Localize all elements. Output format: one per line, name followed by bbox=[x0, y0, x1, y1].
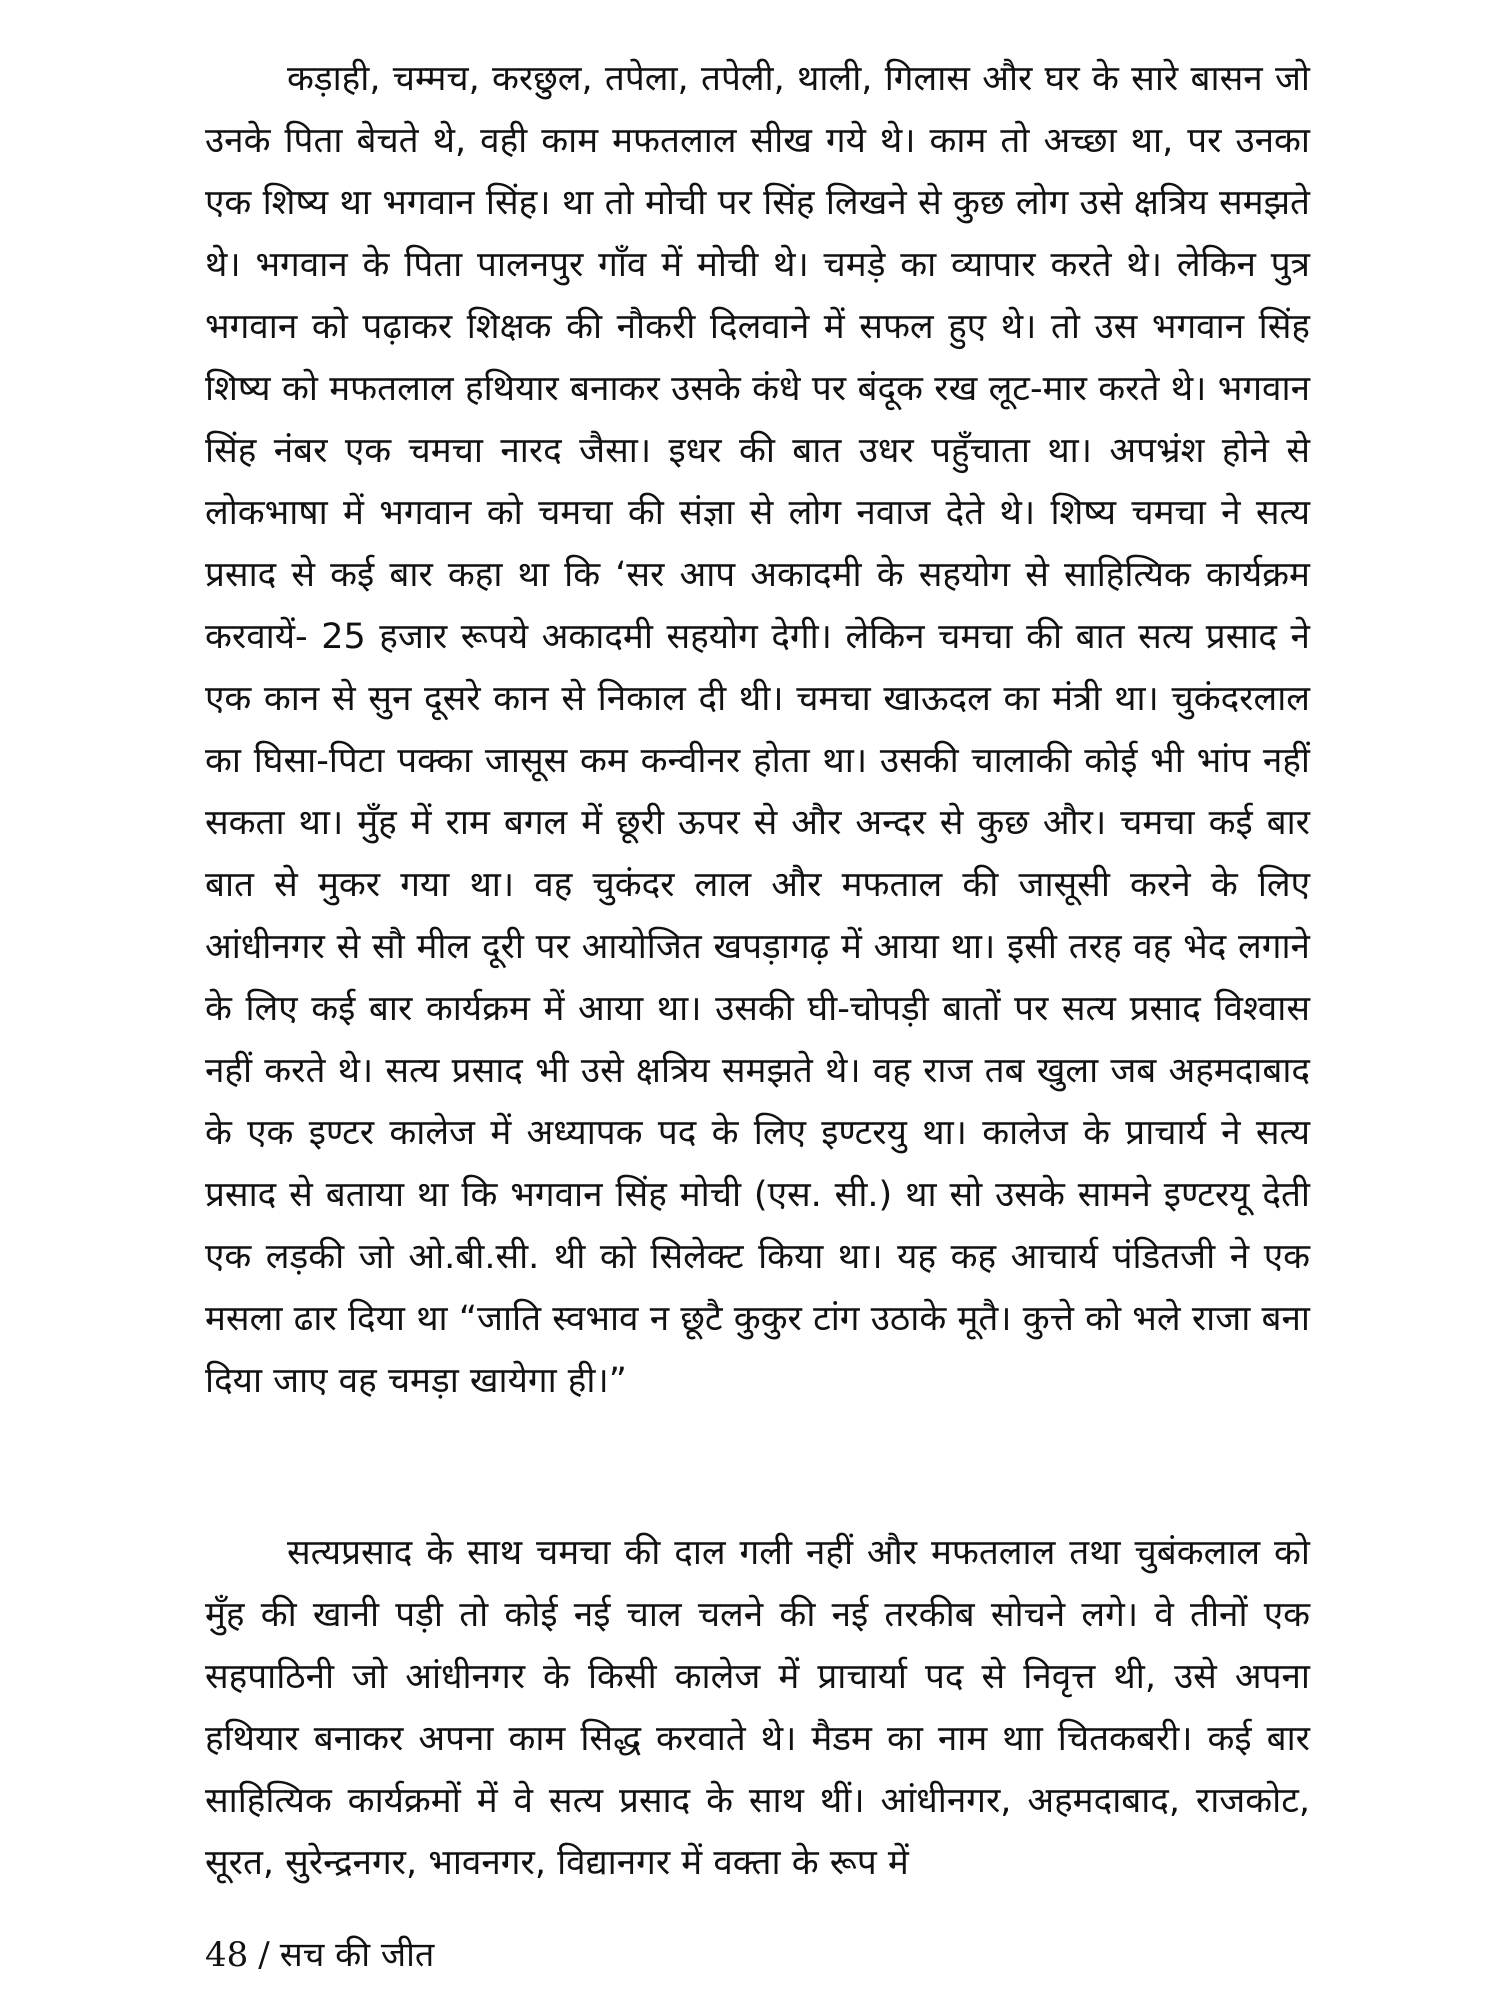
book-title: सच की जीत bbox=[279, 1935, 435, 1975]
paragraph-1-text: कड़ाही, चम्मच, करछुल, तपेला, तपेली, थाली, गिलास और घर के सारे बासन जो उनके पिता बेचते थे, वही काम मफतलाल सीख गये थे। काम तो अच्छा था, पर उनका एक शिष्य था भगवान सिंह। था तो मोची पर सिंह लिखने से कुछ लोग उसे क्षत्रिय समझते थे। भगवान के पिता पालनपुर गाँव में मोची थे। चमड़े का व्यापार करते थे। लेकिन पुत्र भगवान को पढ़ाकर शिक्षक की नौकरी दिलवाने में सफल हुए थे। तो उस भगवान सिंह शिष्य को मफतलाल हथियार बनाकर उसके कंधे पर बंदूक रख लूट-मार करते थे। भगवान सिंह नंबर एक चमचा नारद जैसा। इधर की बात उधर पहुँचाता था। अपभ्रंश होने से लोकभाषा में भगवान को चमचा की संज्ञा से लोग नवाज देते थे। शिष्य चमचा ने सत्य प्रसाद से कई बार कहा था कि ‘सर आप अकादमी के सहयोग से साहित्यिक कार्यक्रम करवायें- 25 हजार रूपये अकादमी सहयोग देगी। लेकिन चमचा की बात सत्य प्रसाद ने एक कान से सुन दूसरे कान से निकाल दी थी। चमचा खाऊदल का मंत्री था। चुकंदरलाल का घिसा-पिटा पक्का जासूस कम कन्वीनर होता था। उसकी चालाकी कोई भी भांप नहीं सकता था। मुँह में राम बगल में छूरी ऊपर से और अन्दर से कुछ और। चमचा कई बार बात से मुकर गया था। वह चुकंदर लाल और मफताल की जासूसी करने के लिए आंधीनगर से सौ मील दूरी पर आयोजित खपड़ागढ़ में आया था। इसी तरह वह भेद लगाने के लिए कई बार कार्यक्रम में आया था। उसकी घी-चोपड़ी बातों पर सत्य प्रसाद विश्वास नहीं करते थे। सत्य प्रसाद भी उसे क्षत्रिय समझते थे। वह राज तब खुला जब अहमदाबाद के एक इण्टर कालेज में अध्यापक पद के लिए इण्टरयु था। कालेज के प्राचार्य ने सत्य प्रसाद से बताया था कि भगवान सिंह मोची (एस. सी.) था सो उसके सामने इण्टरयू देती एक लड़की जो ओ.बी.सी. थी को सिलेक्ट किया था। यह कह आचार्य पंडितजी ने एक मसला ढार दिया था “जाति स्वभाव न छूटै कुकुर टांग उठाके मूतै। कुत्ते को भले राजा बना दिया जाए वह चमड़ा खायेगा ही।” bbox=[205, 59, 1310, 1401]
page-footer bbox=[205, 1935, 434, 1975]
page-number: 48 bbox=[205, 1935, 249, 1975]
paragraph-2-text: सत्यप्रसाद के साथ चमचा की दाल गली नहीं और मफतलाल तथा चुबंकलाल को मुँह की खानी पड़ी तो कोई नई चाल चलने की नई तरकीब सोचने लगे। वे तीनों एक सहपाठिनी जो आंधीनगर के किसी कालेज में प्राचार्या पद से निवृत्त थी, उसे अपना हथियार बनाकर अपना काम सिद्ध करवाते थे। मैडम का नाम थाा चितकबरी। कई बार साहित्यिक कार्यक्रमों में वे सत्य प्रसाद के साथ थीं। आंधीनगर, अहमदाबाद, राजकोट, सूरत, सुरेन्द्रनगर, भावनगर, विद्यानगर में वक्ता के रूप में bbox=[205, 1533, 1310, 1883]
paragraph-1 bbox=[205, 48, 1310, 1412]
paragraph-2 bbox=[205, 1522, 1310, 1894]
footer-separator: / bbox=[258, 1935, 270, 1975]
